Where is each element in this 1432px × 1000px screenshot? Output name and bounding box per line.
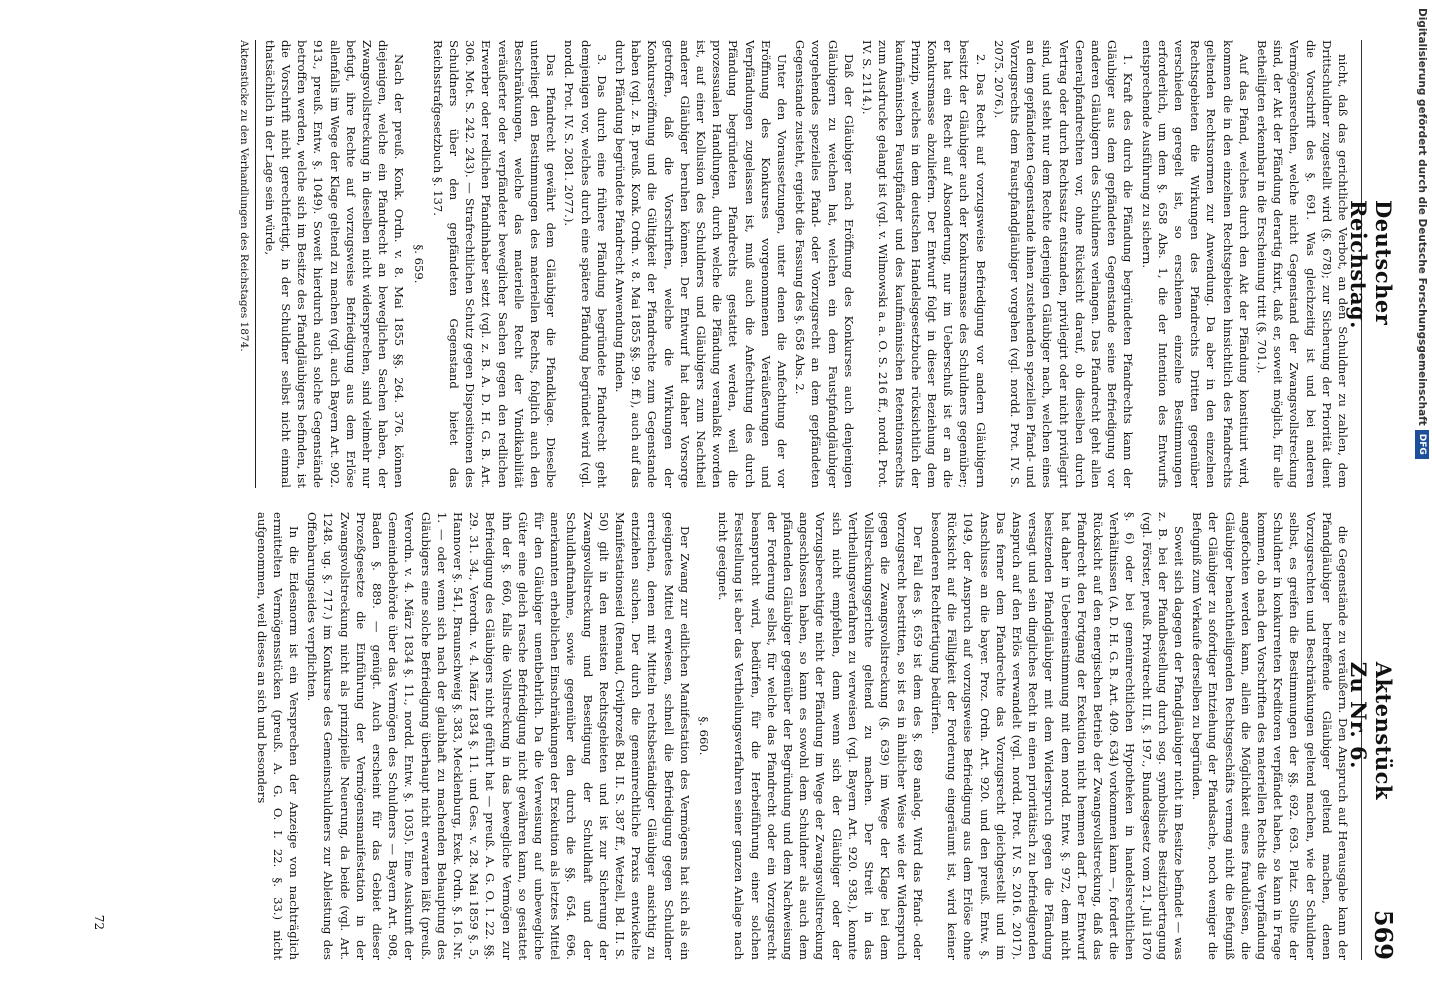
paragraph: Nach der preuß. Konk. Ordn. v. 8. Mai 1855 §§. 264. 376. können diejenigen, welche ein Pfandrecht an beweglichen Sachen haben, der Zwangsvollstreckung in dieselben nicht widersprechen, sind vielmehr nur befugt, ihre Rechte auf vorzugsweise Befriedigung aus dem Erlöse allenfalls im Wege der Klage geltend zu machen (vgl. auch Bayern Art. 902. 913., preuß. Entw. §. 1049). Soweit hierdurch auch solche Gegenstände betroffen werden, welche sich im Besitze des Pfandgläubigers befinden, ist die Vorschrift nicht gerechtfertigt, in der Schuldner selbst nicht einmal thatsächlich in der Lage sein würde, — [262, 40, 407, 488]
page-number: 569 — [1369, 909, 1398, 960]
paragraph: die Gegenstände zu veräußern. Den Anspruch auf Herausgabe kann der Pfandgläubiger betreffende Gläubiger geltend machen, denen Vorzugsrechten und Beschränkungen geltend machen, wie der Schuldner selbst, es greifen die Bestimmungen der §§. 692. 693. Platz. Sollte der Schuldner in konkurrenten Kreditoren verpfändet haben, so kann in Frage kommen, ob nach den Vorschriften des materiellen Rechts die Verpfändung angefochten werden kann, allein die Möglichkeit eines fraudulösen, die Gläubiger benachtheiligenden Rechtsgeschäfts vermag nicht die Befugniß der Gläubiger zu sofortiger Entziehung der Pfandsache, noch weniger die Befugniß zum Verkaufe derselben zu begründen. — [1190, 512, 1350, 960]
paragraph: Auf das Pfand, welches durch den Akt der Pfändung konstituirt wird, kommen die in den einzelnen Rechtsgebieten hinsichtlich des Pfandrechts geltenden Rechtsnormen zur Anwendung. Da aber in den einzelnen Rechtsgebieten die Wirkungen des Pfandrechts Dritten gegenüber verschieden geregelt ist, so erschienen einzelne Bestimmungen erforderlich, um dem §. 658 Abs. 1, die der Intention des Entwurfs entsprechende Ausführung zu sichern. — [1139, 40, 1251, 488]
paragraph: Der Zwang zur eidlichen Manifestation des Vermögens hat sich als ein geeignetes Mittel erwiesen, schnell die Befriedigung gegen Schuldner erreichen, denen mit Mitteln rechtsbeständiger Gläubiger ansichtig zu entziehen suchen. Der durch die gemeinrechtliche Praxis entwickelte Manifestationseid (Renaud, Civilprozeß Bd. II. S. 387 ff., Wetzell, Bd. II. S. 50) gilt in den meisten Rechtsgebieten und ist zur Sicherung der Zwangsvollstreckung und Beseitigung der Schuldhaft und der Schuldhaftnahme, sowie gegenüber den durch die §§. 654. 696. anerkannten erheblichen Einschränkungen der Exekution als letztes Mittel für den Gläubiger unentbehrlich. Da die Verweisung auf unbewegliche Güter eine gleich rasche Befriedigung nicht gewähren kann, so gestattet ihn der §. 660, falls die Vollstreckung in das bewegliche Vermögen zur Befriedigung des Gläubigers nicht geführt hat — preuß. A. G. O. I. 22. §§. 29. 31. 34., Verordn. v. 4. März 1834 §. 11. und Ges. v. 28. Mai 1859 §. 5, Hannover §. 541, Braunschweig §. 383, Mecklenburg, Exek. Ordn. §. 16. Nr. 1. — oder wenn sich nach der glaubhaft zu machenden Behauptung des Gläubigers eine solche Befriedigung überhaupt nicht erwarten läßt (preuß. Verordn. v. 4. März 1834 §. 11., nordd. Entw. §. 1035). Eine Auskunft der Gemeindebehörde über das Vermögen des Schuldners — Bayern Art. 908, Baden §. 889. — genügt. Auch erscheint für das Gebiet dieser Prozeßgesetze die Einführung der Vermögensmanifestation in der Zwangsvollstreckung nicht als prinzipielle Neuerung, da beide (vgl. Art. 1248. ug. §. 717.) im Konkurse des Gemeinschuldners zur Ableistung des Offenbarungseides verpflichten. — [305, 512, 692, 960]
paragraph: Daß der Gläubiger nach Eröffnung des Konkurses auch denjenigen Gläubigern zu weichen hat, welchen ein dem Faustpfandgläubiger vorgehendes spezielles Pfand- oder Vorzugsrecht an dem gepfändeten Gegenstande zusteht, ergiebt die Fassung des §. 658 Abs. 2. — [793, 40, 856, 488]
section-heading: §. 660. — [697, 716, 712, 756]
paragraph: 2. Das Recht auf vorzugsweise Befriedigung vor andern Gläubigern besitzt der Gläubiger auch der Konkursmasse des Schuldners gegenüber; er hat ein Recht auf Absonderung, nur im Ueberschuß ist er an die Konkursmasse abzuliefern. Der Entwurf folgt in dieser Beziehung dem Prinzip, welches in dem deutschen Handelsgesetzbuche rücksichtlich der kaufmännischen Faustpfänder und des kaufmännischen Retentionsrechts zum Ausdrucke gelangt ist (vgl. v. Wilmowski a. a. O. S. 216 ff., nordd. Prot. IV. S. 2114.). — [860, 40, 988, 488]
left-column — [51, 40, 1351, 488]
paragraph: nicht, daß das gerichtliche Verbot, an den Schuldner zu zahlen, dem Drittschuldner zugestellt wird (§. 678); zur Sicherung der Priorität dient die Vorschrift des §. 691. Was gleichzeitig ist und bei anderen Vermögensrechten, welche nicht Gegenstand der Zwangsvollstreckung sind, der Akt der Pfändung derartig fixirt, daß er, soweit möglich, für alle Betheiligten erkennbar in die Erscheinung tritt (§. 701.). — [1254, 40, 1350, 488]
right-column — [51, 512, 1351, 960]
paragraph: In die Eidesnorm ist ein Versprechen der Anzeige von nachträglich ermittelten Vermögensstücken (preuß. A. G. O. I. 22. §. 33.) nicht aufgenommen, weil dieses an sich und besonders — [254, 512, 301, 960]
paragraph: 3. Das durch eine frühere Pfändung begründete Pfandrecht geht demjenigen vor, welches durch eine spätere Pfändung begründet wird (vgl. nordd. Prot. IV. S. 2081. 2077.). — [562, 40, 609, 488]
text-columns — [51, 40, 1351, 960]
footnote-rule — [255, 40, 256, 488]
paragraph: Unter den Voraussetzungen, unter denen die Anfechtung der vor Eröffnung des Konkurses vorgenommenen Veräußerungen und Verpfändungen zugelassen ist, muß auch die Anfechtung des durch Pfändung begründeten Pfandrechts gestattet werden, weil die prozessualen Handlungen, durch welche die Pfändung veranlaßt worden ist, auf einer Kollusion des Schuldners und Gläubigers zum Nachtheil anderer Gläubiger beruhen können. Der Entwurf hat daher Vorsorge getroffen, daß die Vorschriften, welche die Wirkungen der Konkurseröffnung und die Gültigkeit der Pfandrechte zum Gegenstande haben (vgl. z. B. preuß. Konk. Ordn. v. 8. Mai 1855 §§. 99. ff.), auch auf das durch Pfändung begründete Pfandrecht Anwendung finden. — [613, 40, 790, 488]
dfg-imprint — [1414, 8, 1430, 992]
footnote: Aktenstücke zu den Verhandlungen des Reichstages 1874. — [237, 40, 250, 352]
paragraph: Das Pfandrecht gewährt dem Gläubiger die Pfandklage. Dieselbe unterliegt den Bestimmungen des materiellen Rechts, folglich auch den Beschränkungen, welche das materielle Recht der Vindikabilität veräußerter oder verpfändeter beweglicher Sachen gegen den redlichen Erwerber oder redlichen Pfandinhaber setzt (vgl. z. B. A. D. H. G. B. Art. 306. Mot. S. 242. 243). — Strafrechtlichen Schutz gegen Dispositionen des Schuldners über den gepfändeten Gegenstand bietet das Reichsstrafgesetzbuch §. 137. — [430, 40, 559, 488]
paragraph: Der Fall des §. 659 ist dem des §. 689 analog. Wird das Pfand- oder Vorzugsrecht bestritten, so ist es in ähnlicher Weise wie der Widerspruch gegen die Zwangsvollstreckung (§. 639) im Wege der Klage bei dem Vollstreckungsgerichte geltend zu machen. Der Streit in das Vertheilungsverfahren zu verweisen (vgl. Bayern Art. 920. 938.), konnte sich nicht empfehlen, denn wenn sich der Gläubiger oder der Vorzugsberechtigte nicht der Pfändung im Wege der Zwangsvollstreckung angeschlossen haben, so kann es sowohl dem Schuldner als auch dem pfändenden Gläubiger gegenüber der Begründung und dem Nachweisung der Forderung selbst, für welche das Pfandrecht oder ein Vorzugsrecht beansprucht wird, bedürfen, für die Herbeiführung einer solchen Feststellung ist aber das Vertheilungsverfahren seiner ganzen Anlage nach nicht geeignet. — [716, 512, 925, 960]
running-title — [1346, 40, 1396, 960]
running-title-center: Aktenstück Zu Nr. 6. — [1346, 661, 1396, 800]
dfg-logo: DFG — [1415, 430, 1429, 459]
imprint-text: Digitalisierung gefördert durch die Deutsche Forschungsgemeinschaft — [1416, 8, 1428, 426]
running-title-left: Deutscher Reichstag. — [1346, 200, 1396, 329]
paragraph: 1. Kraft des durch die Pfändung begründeten Pfandrechts kann der Gläubiger aus dem gepfändeten Gegenstande seine Befriedigung vor anderen Gläubigern des Schuldners verlangen. Das Pfandrecht geht allen Generalpfandrechten vor, ohne Rücksicht darauf, ob dieselben durch Vertrag oder durch Rechtssatz entstanden, privilegirt oder nicht privilegirt sind, und steht nur dem Rechte derjenigen Gläubiger nach, welchen eines an dem gepfändeten Gegenstande ihnen zustehenden speziellen Pfand- und Vorzugsrechts dem Faustpfandgläubiger vorgehen (vgl. nordd. Prot. IV. S. 2075. 2076.). — [991, 40, 1136, 488]
paragraph: Soweit sich dagegen der Pfandgläubiger nicht im Besitze befindet — was z. B. bei der Pfandbestellung durch sog. symbolische Besitzübertragung (vgl. Förster, preuß. Privatrecht III. §. 197., Bundesgesetz vom 21. Juli 1870 §. 6) oder bei gemeinrechtlichen Hypotheken in handelsrechtlichen Verhältnissen (A. D. H. G. B. Art. 409. 634) vorkommen kann —, fordert die Rücksicht auf den energischen Betrieb der Zwangsvollstreckung, daß das Pfandrecht den Fortgang der Exekution nicht hemmen darf. Der Entwurf hat daher in Uebereinstimmung mit dem nordd. Entw. §. 972, dem nicht besitzenden Pfandgläubiger mit dem Widerspruch gegen die Pfändung versagt und sein dingliches Recht in einen prioritätisch zu befriedigenden Anspruch auf den Erlös verwandelt (vgl. nordd. Prot. IV. S. 2016. 2017). Das ferner dem Pfandrechte das Vorzugsrecht gleichgestellt und im Anschlusse an die bayer. Proz. Ordn. Art. 920. und den preuß. Entw. §. 1049, der Anspruch auf vorzugsweise Befriedigung aus dem Erlöse ohne Rücksicht auf die Fälligkeit der Forderung eingeräumt ist, wird keiner besonderen Rechtfertigung bedürfen. — [928, 512, 1186, 960]
section-heading: §. 659. — [411, 244, 426, 284]
signature-mark: 72 — [92, 914, 107, 930]
page-header — [1346, 40, 1402, 960]
